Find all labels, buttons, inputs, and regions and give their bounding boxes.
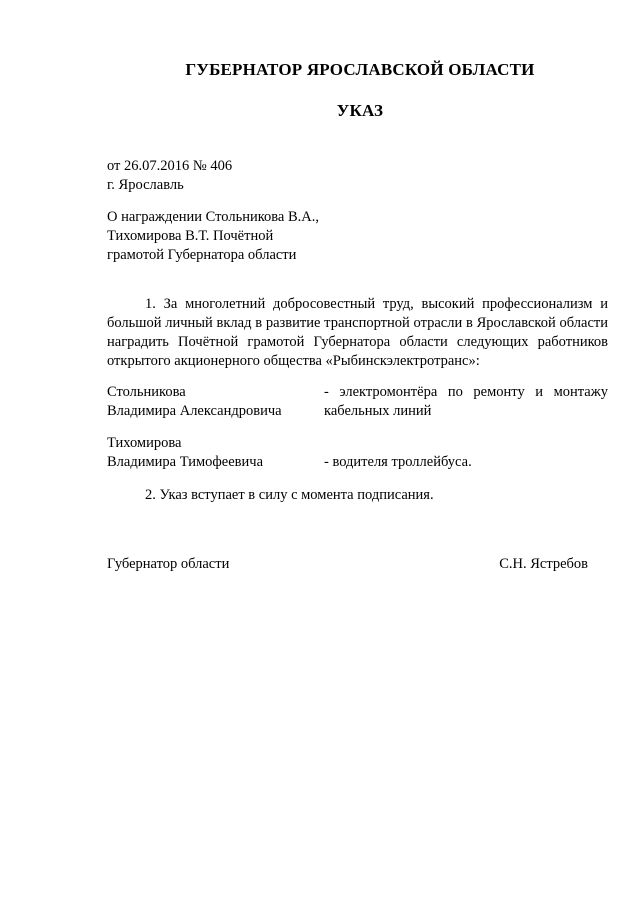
awardee-2-surname: Тихомирова (107, 435, 182, 451)
signature-title: Губернатор области (107, 556, 230, 572)
subject-line-1: О награждении Стольникова В.А., (107, 209, 320, 225)
signature-name: С.Н. Ястребов (499, 556, 588, 572)
awardee-2-given-names: Владимира Тимофеевича (107, 454, 264, 470)
awardee-1-given-names: Владимира Александровича (107, 403, 282, 419)
paragraph-1: 1. За многолетний добросовестный труд, высокий профессионализм и большой личный вклад в развитие транспортной отрасли в Ярославской области наградить Почётной грамотой Губернатора области следующих работников открытого акционерного общества «Рыбинскэлектротранс»: (107, 296, 608, 369)
paragraph-2: 2. Указ вступает в силу с момента подписания. (145, 487, 434, 503)
date-number: от 26.07.2016 № 406 (107, 158, 233, 174)
document-type-heading: УКАЗ (336, 101, 384, 120)
place: г. Ярославль (107, 177, 184, 193)
awardee-2-position: - водителя троллейбуса. (324, 454, 472, 470)
subject-line-2: Тихомирова В.Т. Почётной (107, 228, 274, 244)
awardee-1-surname: Стольникова (107, 384, 186, 400)
authority-heading: ГУБЕРНАТОР ЯРОСЛАВСКОЙ ОБЛАСТИ (185, 60, 535, 79)
awardee-1-position: - электромонтёра по ремонту и монтажу кабельных линий (324, 384, 608, 419)
subject-line-3: грамотой Губернатора области (107, 247, 297, 263)
